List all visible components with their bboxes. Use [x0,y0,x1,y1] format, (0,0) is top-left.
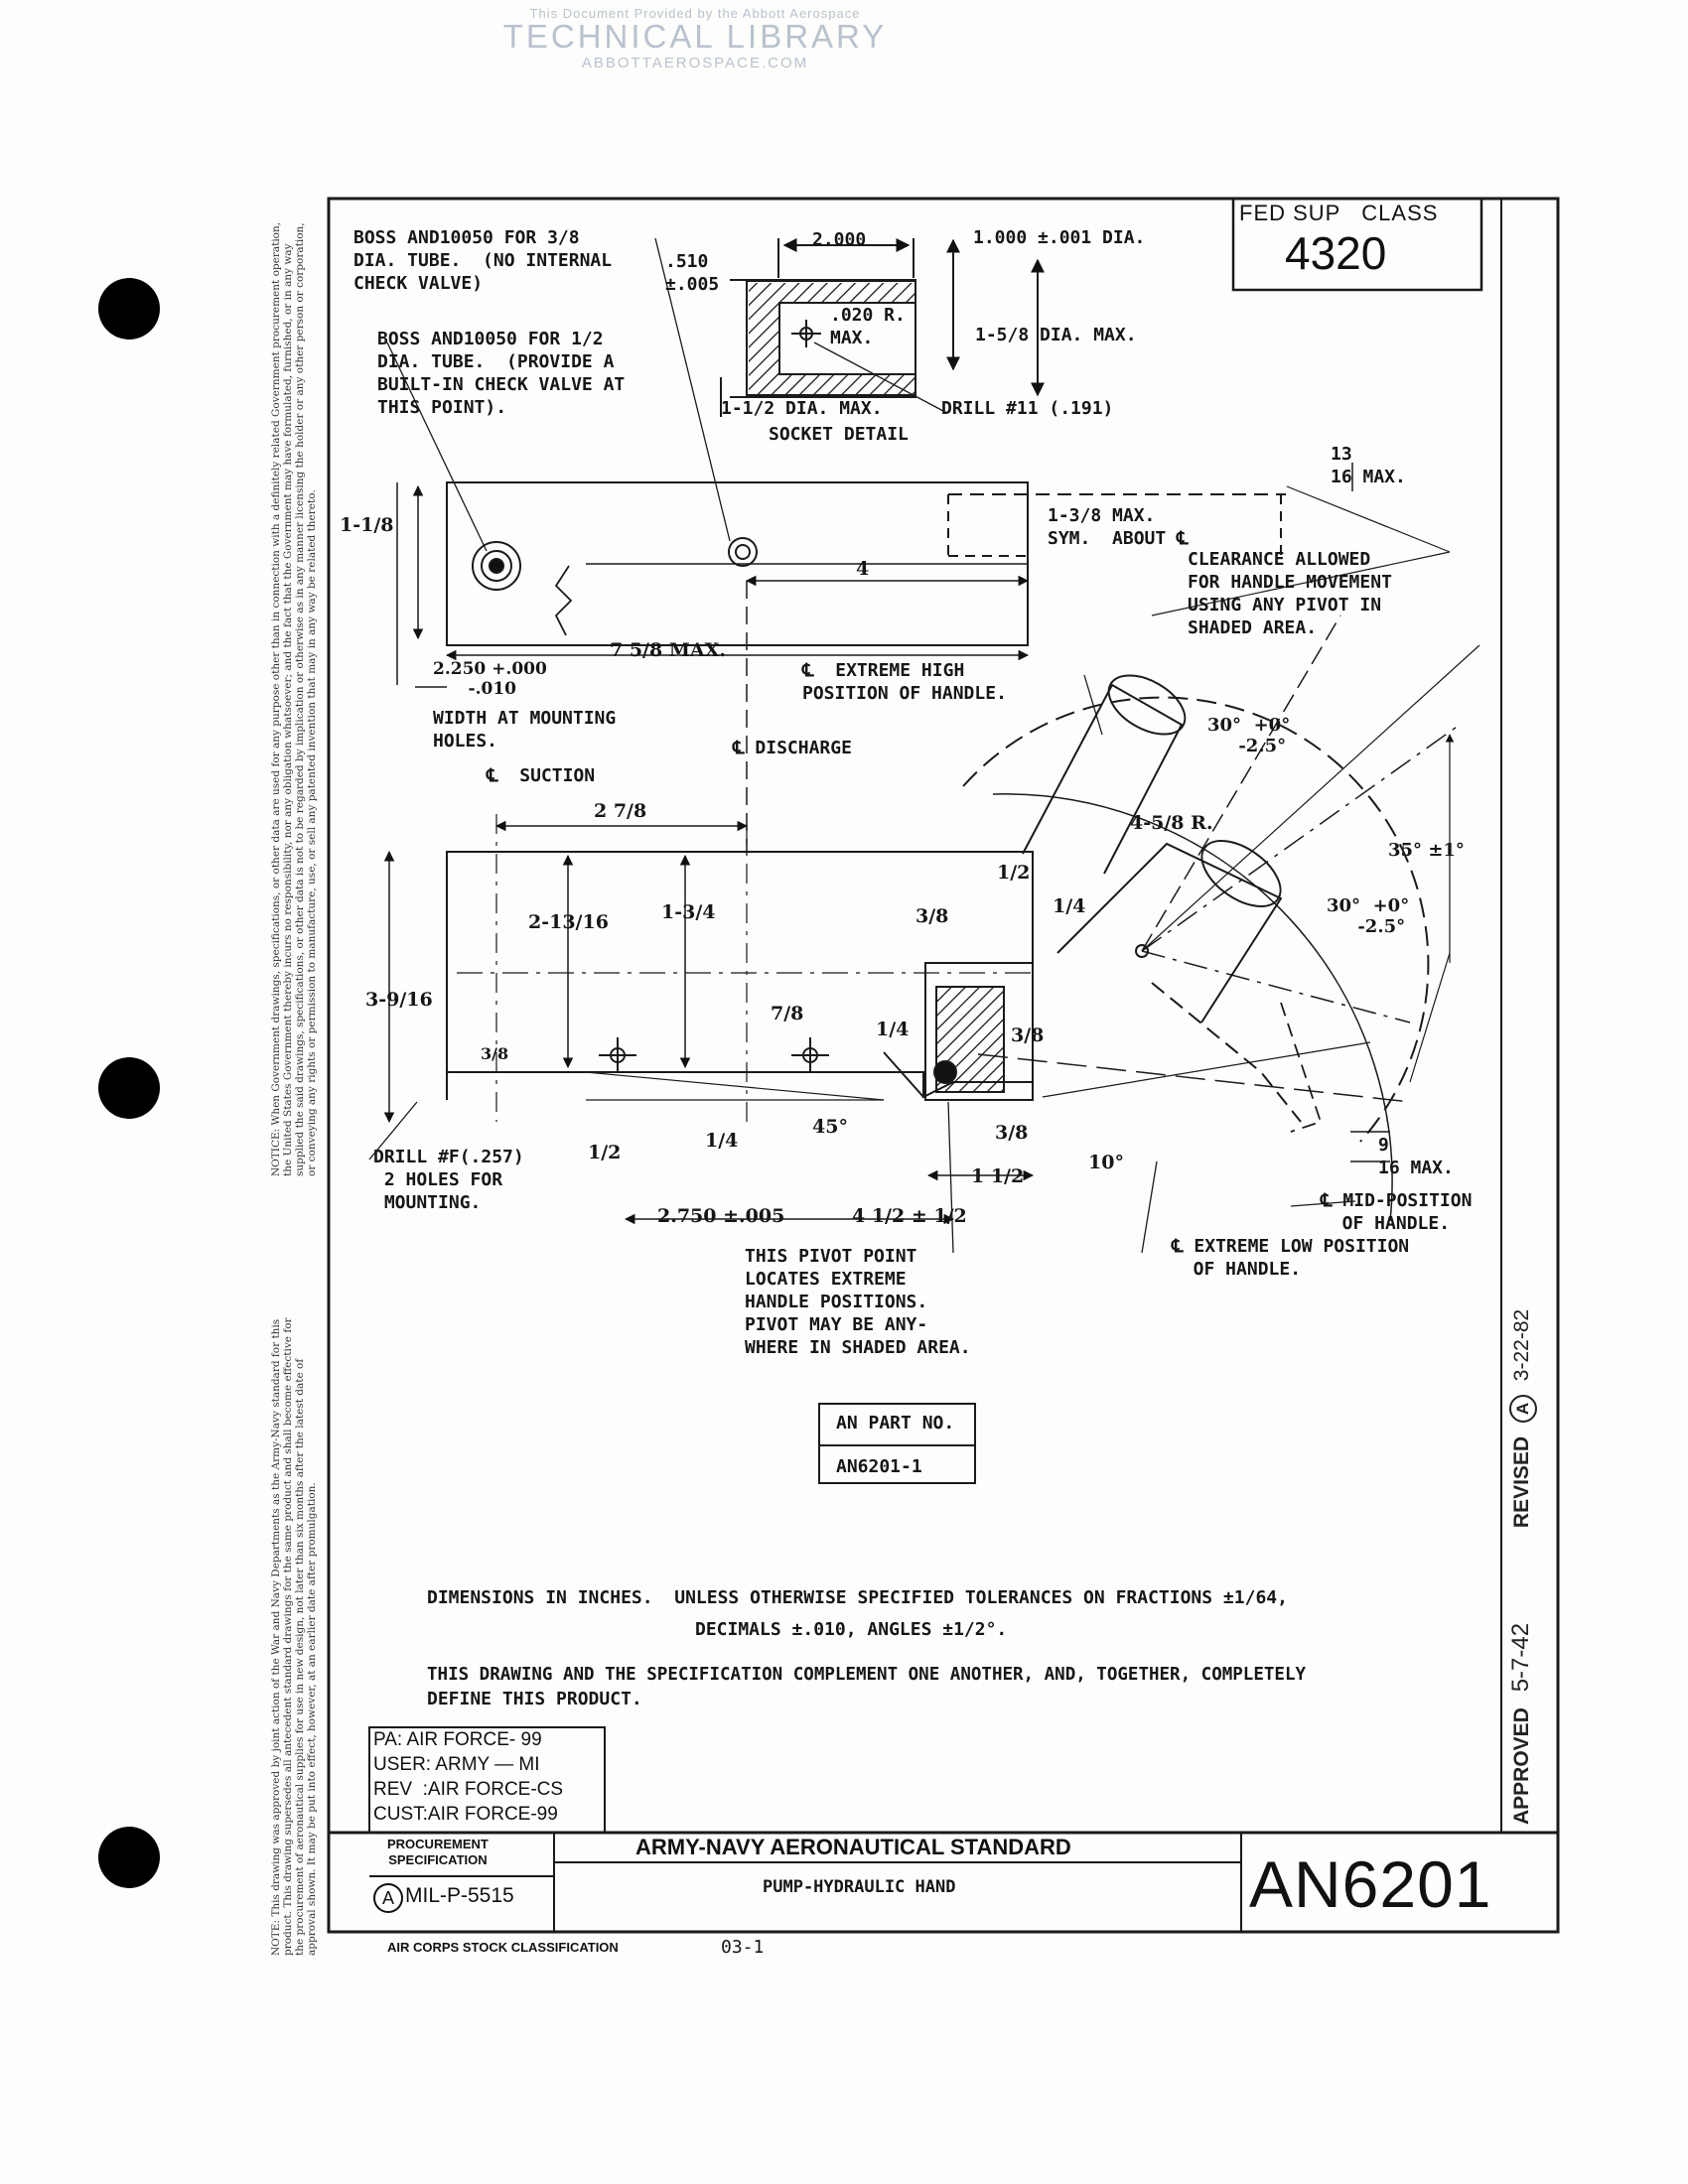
dim-1-4-top: 1/4 [1053,895,1086,917]
dim-2000: 2.000 [812,229,867,250]
an-part-value: AN6201-1 [836,1456,922,1477]
dim-1-4-bottom: 1/4 [705,1130,739,1152]
max-13-16: 13 16 MAX. [1331,444,1406,487]
angle-30-lower: 30° +0° -2.5° [1327,895,1410,937]
max-9-16: 9 16 MAX. [1378,1135,1454,1178]
dim-3-8-right: 3/8 [1011,1024,1045,1046]
drawing-number: AN6201 [1249,1847,1492,1921]
dim-1-1-2-dia: 1-1/2 DIA. MAX. [721,398,883,419]
dim-7-8: 7/8 [771,1003,804,1024]
dim-2-13-16: 2-13/16 [528,911,609,933]
dim-1-1-8: 1-1/8 [340,514,394,536]
header-line1: This Document Provided by the Abbott Aerospace [529,6,861,21]
dim-1-2-bottom: 1/2 [588,1142,622,1163]
stock-class-label: AIR CORPS STOCK CLASSIFICATION [387,1940,619,1955]
header-title: TECHNICAL LIBRARY [502,18,888,55]
revised-label: REVISED [1510,1435,1533,1529]
fed-sup-label: FED SUP CLASS [1239,201,1439,225]
dim-1-4-pivot: 1/4 [876,1019,910,1040]
spec-revision-letter: A [381,1888,394,1908]
drill-f-note: DRILL #F(.257) 2 HOLES FOR MOUNTING. [373,1147,524,1213]
dim-2750: 2.750 ±.005 [657,1205,785,1227]
standard-heading: ARMY-NAVY AERONAUTICAL STANDARD [635,1835,1071,1859]
suction-label: ℄ SUCTION [487,765,596,786]
fed-sup-class-value: 4320 [1285,227,1387,279]
agency-user: USER: ARMY — MI [373,1754,540,1775]
socket-detail-label: SOCKET DETAIL [769,424,909,445]
general-note-line3: THIS DRAWING AND THE SPECIFICATION COMPLEMENT ONE ANOTHER, AND, TOGETHER, COMPLETELY [427,1665,1307,1685]
approved-label: APPROVED [1510,1707,1533,1825]
dim-510: .510 ±.005 [665,251,720,295]
dim-2250: 2.250 +.000 -.010 [433,659,547,699]
notice-text: NOTICE: When Government drawings, specifications, or other data are used for any purpose other than in connection with a definitely related Government procurement operation, the United States Government thereby incurs no responsibility, nor any obligation whatsoever; and the fact that the Government may have formulated, furnished, or in any way supplied the said drawings, specifications, or other data is not to be regarded by implication or otherwise as in any manner licensing the holder or any other person or corporation, or conveying any rights or permission to manufacture, use, or sell any patented invention that may in any way be related thereto. [270,221,318,1176]
drawing-title: PUMP-HYDRAULIC HAND [763,1877,956,1897]
general-note-line4: DEFINE THIS PRODUCT. [427,1689,642,1709]
width-mounting-note: WIDTH AT MOUNTING HOLES. [433,708,617,751]
approved-date: 5-7-42 [1507,1622,1534,1693]
procurement-spec-label: PROCUREMENT SPECIFICATION [387,1837,489,1867]
boss-1-2-note: BOSS AND10050 FOR 1/2 DIA. TUBE. (PROVIDE A BUILT-IN CHECK VALVE AT THIS POINT). [377,329,626,418]
extreme-low-note: ℄ EXTREME LOW POSITION OF HANDLE. [1172,1236,1410,1280]
dim-2-7-8: 2 7/8 [594,800,647,822]
dim-3-9-16: 3-9/16 [365,989,433,1011]
dim-4-5-8-radius: 4-5/8 R. [1130,812,1213,834]
approval-note-text: NOTE: This drawing was approved by joint action of the War and Navy Departments as the Army-Navy standard for this product. This drawing supersedes all antecedent standard drawings for the same product and shall become effective for the procurement of aeronautical supplies for use in new design, not later than six months after the latest date of approval shown. It may be put into effect, however, at an earlier date after promulgation. [270,1317,318,1956]
approval-strip [1507,1189,1547,1825]
general-note-line1: DIMENSIONS IN INCHES. UNLESS OTHERWISE SPECIFIED TOLERANCES ON FRACTIONS ±1/64, [427,1587,1288,1608]
dim-4: 4 [856,558,870,580]
boss-3-8-note: BOSS AND10050 FOR 3/8 DIA. TUBE. (NO INTERNAL CHECK VALVE) [353,227,613,294]
stock-class-value: 03-1 [721,1937,765,1958]
clearance-note: CLEARANCE ALLOWED FOR HANDLE MOVEMENT USING ANY PIVOT IN SHADED AREA. [1188,549,1392,638]
pivot-point-note: THIS PIVOT POINT LOCATES EXTREME HANDLE POSITIONS. PIVOT MAY BE ANY- WHERE IN SHADED AREA. [745,1246,971,1358]
agency-cust: CUST:AIR FORCE-99 [373,1804,558,1825]
dim-3-8-bottom: 3/8 [995,1122,1029,1144]
agency-pa: PA: AIR FORCE- 99 [373,1729,542,1750]
revision-letter: A [1513,1402,1532,1416]
dim-45-degrees: 45° [812,1116,848,1138]
dim-7-5-8: 7 5/8 MAX. [610,639,726,661]
dim-1-3-4: 1-3/4 [661,901,716,923]
dim-3-8-left: 3/8 [481,1044,509,1063]
extreme-high-note: ℄ EXTREME HIGH POSITION OF HANDLE. [802,660,1007,704]
drill-11-note: DRILL #11 (.191) [941,398,1114,419]
spec-number: MIL-P-5515 [405,1884,514,1907]
dim-10-degrees: 10° [1088,1152,1124,1173]
dim-1000-dia: 1.000 ±.001 DIA. [973,227,1146,248]
dim-1-5-8-dia: 1-5/8 DIA. MAX. [975,325,1137,345]
angle-35: 35° ±1° [1388,840,1465,861]
angle-30-upper: 30° +0° -2.5° [1207,715,1291,756]
revised-date: 3-22-82 [1510,1308,1533,1382]
dim-1-1-2: 1 1/2 [971,1165,1025,1187]
dim-1-2-top: 1/2 [997,862,1031,884]
header-url: ABBOTTAEROSPACE.COM [581,55,809,71]
dim-020-radius: .020 R. MAX. [830,305,906,348]
agency-rev: REV :AIR FORCE-CS [373,1779,564,1800]
sym-about-note: 1-3/8 MAX. SYM. ABOUT ℄ [1048,505,1189,549]
discharge-label: ℄ DISCHARGE [733,738,852,758]
revision-letter-circle [1509,1395,1537,1423]
an-part-label: AN PART NO. [836,1413,955,1433]
mid-position-note: ℄ MID-POSITION OF HANDLE. [1321,1190,1473,1234]
dim-4-1-2: 4 1/2 ± 1/2 [852,1205,967,1227]
dim-3-8-block: 3/8 [915,905,949,927]
spec-revision-circle [373,1883,403,1913]
general-note-line2: DECIMALS ±.010, ANGLES ±1/2°. [695,1619,1008,1640]
